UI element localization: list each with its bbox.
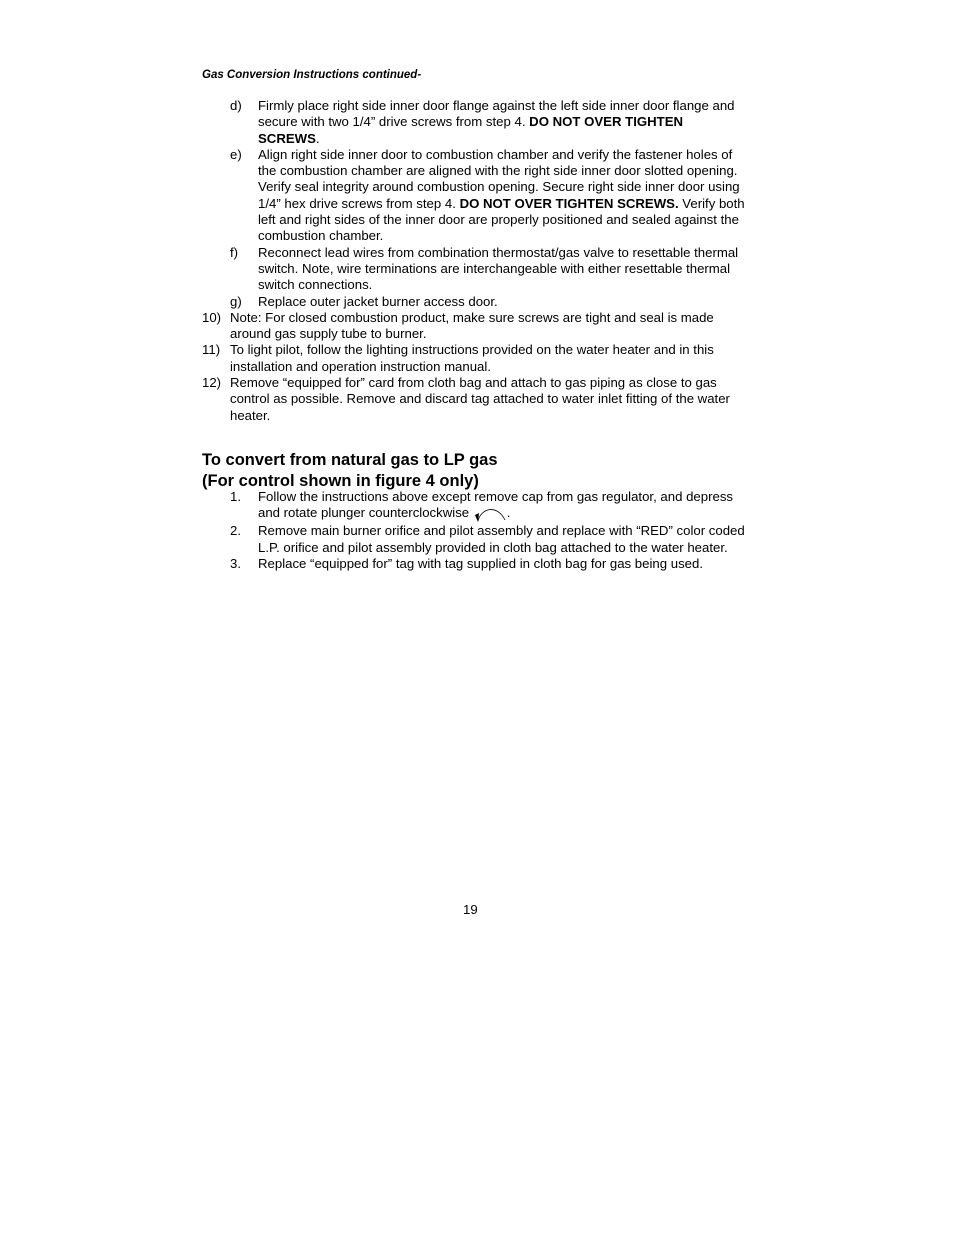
list-item — [202, 98, 747, 147]
item-text: Replace outer jacket burner access door. — [258, 293, 498, 309]
item-text: Reconnect lead wires from combination thermostat/gas valve to resettable thermal switch. Note, wire terminations are interchangeable with either resettable thermal switch connections. — [258, 244, 739, 293]
list-item — [202, 523, 747, 556]
item-text-part: Align right side inner door to combustion chamber and verify the fastener holes of the combustion chamber are aligned with the right side inner door slotted opening. Verify seal integrity around combustion opening. Secure right side inner door using 1/4” hex drive screws from step 4. — [258, 146, 740, 211]
item-label: 12) — [202, 375, 222, 391]
item-text-part: . — [315, 130, 320, 146]
item-label: d) — [230, 98, 242, 113]
warning-text: DO NOT OVER TIGHTEN SCREWS — [258, 114, 684, 146]
item-label: 1. — [230, 489, 241, 504]
section-heading — [202, 450, 498, 492]
item-label: 3. — [230, 555, 241, 571]
running-header: Gas Conversion Instructions continued- — [202, 69, 422, 81]
item-label: 11) — [202, 342, 221, 358]
list-item — [202, 294, 747, 310]
item-text-part: Verify both left and right sides of the inner door are properly positioned and sealed against the combustion chamber. — [258, 195, 745, 244]
item-label: 2. — [230, 523, 241, 539]
item-text-part: Firmly place right side inner door flange against the left side inner door flange and secure with two 1/4” drive screws from step 4. — [258, 98, 735, 130]
item-text — [258, 147, 747, 245]
list-item — [202, 342, 747, 375]
conversion-steps-list — [202, 489, 747, 572]
page-number: 19 — [463, 902, 478, 917]
item-text: Remove “equipped for” card from cloth bag and attach to gas piping as close to gas control as possible. Remove and discard tag attached to water inlet fitting of the water heater. — [230, 375, 730, 423]
item-label: g) — [230, 293, 242, 309]
list-item — [202, 375, 747, 424]
item-text: Note: For closed combustion product, make sure screws are tight and seal is made around gas supply tube to burner. — [230, 309, 714, 342]
item-label: f) — [230, 244, 239, 260]
list-item — [202, 556, 747, 572]
section-heading-line: To convert from natural gas to LP gas — [202, 451, 498, 469]
list-item — [202, 245, 747, 294]
item-label: e) — [230, 146, 242, 162]
item-label: 10) — [202, 309, 222, 325]
counterclockwise-arrow-icon — [473, 505, 507, 523]
list-item — [202, 489, 747, 523]
item-text: Remove main burner orifice and pilot assembly and replace with “RED” color coded L.P. orifice and pilot assembly provided in cloth bag attached to the water heater. — [258, 523, 745, 555]
instruction-list — [202, 98, 747, 424]
item-text-part: . — [506, 505, 511, 521]
section-heading-line: (For control shown in figure 4 only) — [202, 472, 479, 490]
warning-text: DO NOT OVER TIGHTEN SCREWS. — [459, 195, 679, 211]
item-text: Replace “equipped for” tag with tag supplied in cloth bag for gas being used. — [258, 555, 704, 571]
list-item — [202, 147, 747, 245]
item-text — [258, 489, 747, 523]
item-text-part: Follow the instructions above except remove cap from gas regulator, and depress and rotate plunger counterclockwise — [258, 489, 734, 521]
item-text: To light pilot, follow the lighting instructions provided on the water heater and in this installation and operation instruction manual. — [230, 342, 714, 374]
item-text — [258, 98, 747, 147]
list-item — [202, 310, 747, 343]
